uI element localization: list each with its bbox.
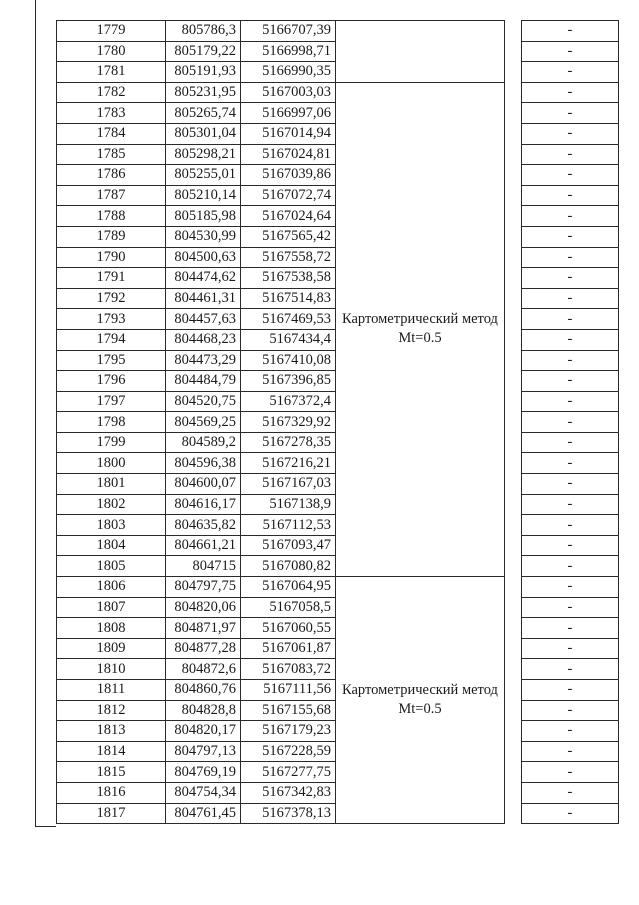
point-number-cell: 1815 [57,762,166,783]
y-coordinate-cell: 5167014,94 [241,123,336,144]
point-number-cell: 1801 [57,474,166,495]
dash-mark-cell: - [521,206,618,227]
y-coordinate-cell: 5167378,13 [241,803,336,824]
y-coordinate-cell: 5167228,59 [241,741,336,762]
y-coordinate-cell: 5167410,08 [241,350,336,371]
point-number-cell: 1785 [57,144,166,165]
y-coordinate-cell: 5167565,42 [241,226,336,247]
coordinates-table-body [57,21,619,824]
x-coordinate-cell: 804635,82 [166,515,241,536]
point-number-cell: 1813 [57,721,166,742]
x-coordinate-cell: 804754,34 [166,782,241,803]
dash-mark-cell: - [521,226,618,247]
dash-mark-cell: - [521,82,618,103]
x-coordinate-cell: 804616,17 [166,494,241,515]
dash-mark-cell: - [521,680,618,701]
dash-mark-cell: - [521,391,618,412]
dash-mark-cell: - [521,247,618,268]
dash-mark-cell: - [521,165,618,186]
dash-mark-cell: - [521,659,618,680]
x-coordinate-cell: 804661,21 [166,535,241,556]
point-number-cell: 1779 [57,21,166,42]
y-coordinate-cell: 5167111,56 [241,680,336,701]
y-coordinate-cell: 5167277,75 [241,762,336,783]
x-coordinate-cell: 804589,2 [166,432,241,453]
y-coordinate-cell: 5167372,4 [241,391,336,412]
method-cell [336,82,505,576]
method-cell [336,577,505,824]
x-coordinate-cell: 804871,97 [166,618,241,639]
y-coordinate-cell: 5167342,83 [241,782,336,803]
point-number-cell: 1788 [57,206,166,227]
x-coordinate-cell: 804872,6 [166,659,241,680]
dash-mark-cell: - [521,329,618,350]
left-margin-rule [35,0,36,826]
point-number-cell: 1808 [57,618,166,639]
x-coordinate-cell: 804877,28 [166,638,241,659]
point-number-cell: 1786 [57,165,166,186]
point-number-cell: 1780 [57,41,166,62]
x-coordinate-cell: 804468,23 [166,329,241,350]
coordinates-table [56,20,619,824]
table-row [57,21,619,42]
point-number-cell: 1810 [57,659,166,680]
y-coordinate-cell: 5167155,68 [241,700,336,721]
x-coordinate-cell: 804473,29 [166,350,241,371]
point-number-cell: 1782 [57,82,166,103]
y-coordinate-cell: 5167083,72 [241,659,336,680]
y-coordinate-cell: 5167167,03 [241,474,336,495]
x-coordinate-cell: 805185,98 [166,206,241,227]
table-row [57,577,619,598]
dash-mark-cell: - [521,185,618,206]
dash-mark-cell: - [521,412,618,433]
point-number-cell: 1787 [57,185,166,206]
dash-mark-cell: - [521,494,618,515]
y-coordinate-cell: 5167060,55 [241,618,336,639]
dash-mark-cell: - [521,371,618,392]
point-number-cell: 1791 [57,268,166,289]
method-accuracy: Mt=0.5 [398,701,442,718]
y-coordinate-cell: 5167064,95 [241,577,336,598]
dash-mark-cell: - [521,721,618,742]
point-number-cell: 1803 [57,515,166,536]
y-coordinate-cell: 5167514,83 [241,288,336,309]
x-coordinate-cell: 804474,62 [166,268,241,289]
x-coordinate-cell: 804569,25 [166,412,241,433]
x-coordinate-cell: 804769,19 [166,762,241,783]
point-number-cell: 1796 [57,371,166,392]
y-coordinate-cell: 5167003,03 [241,82,336,103]
point-number-cell: 1783 [57,103,166,124]
x-coordinate-cell: 805231,95 [166,82,241,103]
dash-mark-cell: - [521,432,618,453]
y-coordinate-cell: 5166990,35 [241,62,336,83]
dash-mark-cell: - [521,618,618,639]
spacer-cell [504,577,521,824]
x-coordinate-cell: 804520,75 [166,391,241,412]
x-coordinate-cell: 805210,14 [166,185,241,206]
x-coordinate-cell: 805265,74 [166,103,241,124]
x-coordinate-cell: 805301,04 [166,123,241,144]
point-number-cell: 1811 [57,680,166,701]
dash-mark-cell: - [521,350,618,371]
point-number-cell: 1795 [57,350,166,371]
dash-mark-cell: - [521,268,618,289]
point-number-cell: 1816 [57,782,166,803]
point-number-cell: 1814 [57,741,166,762]
point-number-cell: 1812 [57,700,166,721]
y-coordinate-cell: 5167039,86 [241,165,336,186]
x-coordinate-cell: 804820,06 [166,597,241,618]
y-coordinate-cell: 5167278,35 [241,432,336,453]
point-number-cell: 1817 [57,803,166,824]
table-row [57,82,619,103]
dash-mark-cell: - [521,638,618,659]
y-coordinate-cell: 5166707,39 [241,21,336,42]
x-coordinate-cell: 805191,93 [166,62,241,83]
y-coordinate-cell: 5167329,92 [241,412,336,433]
dash-mark-cell: - [521,556,618,577]
point-number-cell: 1799 [57,432,166,453]
dash-mark-cell: - [521,453,618,474]
dash-mark-cell: - [521,62,618,83]
x-coordinate-cell: 804828,8 [166,700,241,721]
y-coordinate-cell: 5167024,81 [241,144,336,165]
dash-mark-cell: - [521,288,618,309]
x-coordinate-cell: 804860,76 [166,680,241,701]
point-number-cell: 1800 [57,453,166,474]
x-coordinate-cell: 805786,3 [166,21,241,42]
x-coordinate-cell: 804461,31 [166,288,241,309]
point-number-cell: 1806 [57,577,166,598]
y-coordinate-cell: 5167138,9 [241,494,336,515]
x-coordinate-cell: 804797,75 [166,577,241,598]
x-coordinate-cell: 804530,99 [166,226,241,247]
x-coordinate-cell: 804484,79 [166,371,241,392]
point-number-cell: 1804 [57,535,166,556]
y-coordinate-cell: 5167061,87 [241,638,336,659]
y-coordinate-cell: 5167558,72 [241,247,336,268]
y-coordinate-cell: 5167072,74 [241,185,336,206]
x-coordinate-cell: 805179,22 [166,41,241,62]
point-number-cell: 1792 [57,288,166,309]
spacer-cell [504,21,521,83]
y-coordinate-cell: 5166997,06 [241,103,336,124]
y-coordinate-cell: 5167434,4 [241,329,336,350]
y-coordinate-cell: 5167112,53 [241,515,336,536]
point-number-cell: 1797 [57,391,166,412]
x-coordinate-cell: 804715 [166,556,241,577]
x-coordinate-cell: 804500,63 [166,247,241,268]
dash-mark-cell: - [521,309,618,330]
method-cell [336,21,505,83]
y-coordinate-cell: 5167024,64 [241,206,336,227]
bottom-margin-rule [35,826,56,827]
method-accuracy: Mt=0.5 [398,330,442,347]
dash-mark-cell: - [521,21,618,42]
y-coordinate-cell: 5167179,23 [241,721,336,742]
dash-mark-cell: - [521,762,618,783]
point-number-cell: 1794 [57,329,166,350]
y-coordinate-cell: 5167093,47 [241,535,336,556]
method-name: Картометрический метод [342,682,498,699]
dash-mark-cell: - [521,474,618,495]
point-number-cell: 1784 [57,123,166,144]
spacer-cell [504,82,521,576]
point-number-cell: 1789 [57,226,166,247]
y-coordinate-cell: 5167469,53 [241,309,336,330]
y-coordinate-cell: 5166998,71 [241,41,336,62]
dash-mark-cell: - [521,41,618,62]
dash-mark-cell: - [521,103,618,124]
x-coordinate-cell: 804600,07 [166,474,241,495]
x-coordinate-cell: 805298,21 [166,144,241,165]
dash-mark-cell: - [521,144,618,165]
dash-mark-cell: - [521,803,618,824]
point-number-cell: 1809 [57,638,166,659]
x-coordinate-cell: 804761,45 [166,803,241,824]
x-coordinate-cell: 804596,38 [166,453,241,474]
dash-mark-cell: - [521,123,618,144]
y-coordinate-cell: 5167058,5 [241,597,336,618]
dash-mark-cell: - [521,515,618,536]
point-number-cell: 1781 [57,62,166,83]
dash-mark-cell: - [521,700,618,721]
dash-mark-cell: - [521,782,618,803]
point-number-cell: 1798 [57,412,166,433]
x-coordinate-cell: 804820,17 [166,721,241,742]
point-number-cell: 1802 [57,494,166,515]
x-coordinate-cell: 804797,13 [166,741,241,762]
point-number-cell: 1793 [57,309,166,330]
y-coordinate-cell: 5167080,82 [241,556,336,577]
x-coordinate-cell: 805255,01 [166,165,241,186]
method-name: Картометрический метод [342,311,498,328]
point-number-cell: 1790 [57,247,166,268]
dash-mark-cell: - [521,577,618,598]
x-coordinate-cell: 804457,63 [166,309,241,330]
dash-mark-cell: - [521,597,618,618]
y-coordinate-cell: 5167538,58 [241,268,336,289]
point-number-cell: 1807 [57,597,166,618]
y-coordinate-cell: 5167216,21 [241,453,336,474]
y-coordinate-cell: 5167396,85 [241,371,336,392]
dash-mark-cell: - [521,741,618,762]
dash-mark-cell: - [521,535,618,556]
point-number-cell: 1805 [57,556,166,577]
